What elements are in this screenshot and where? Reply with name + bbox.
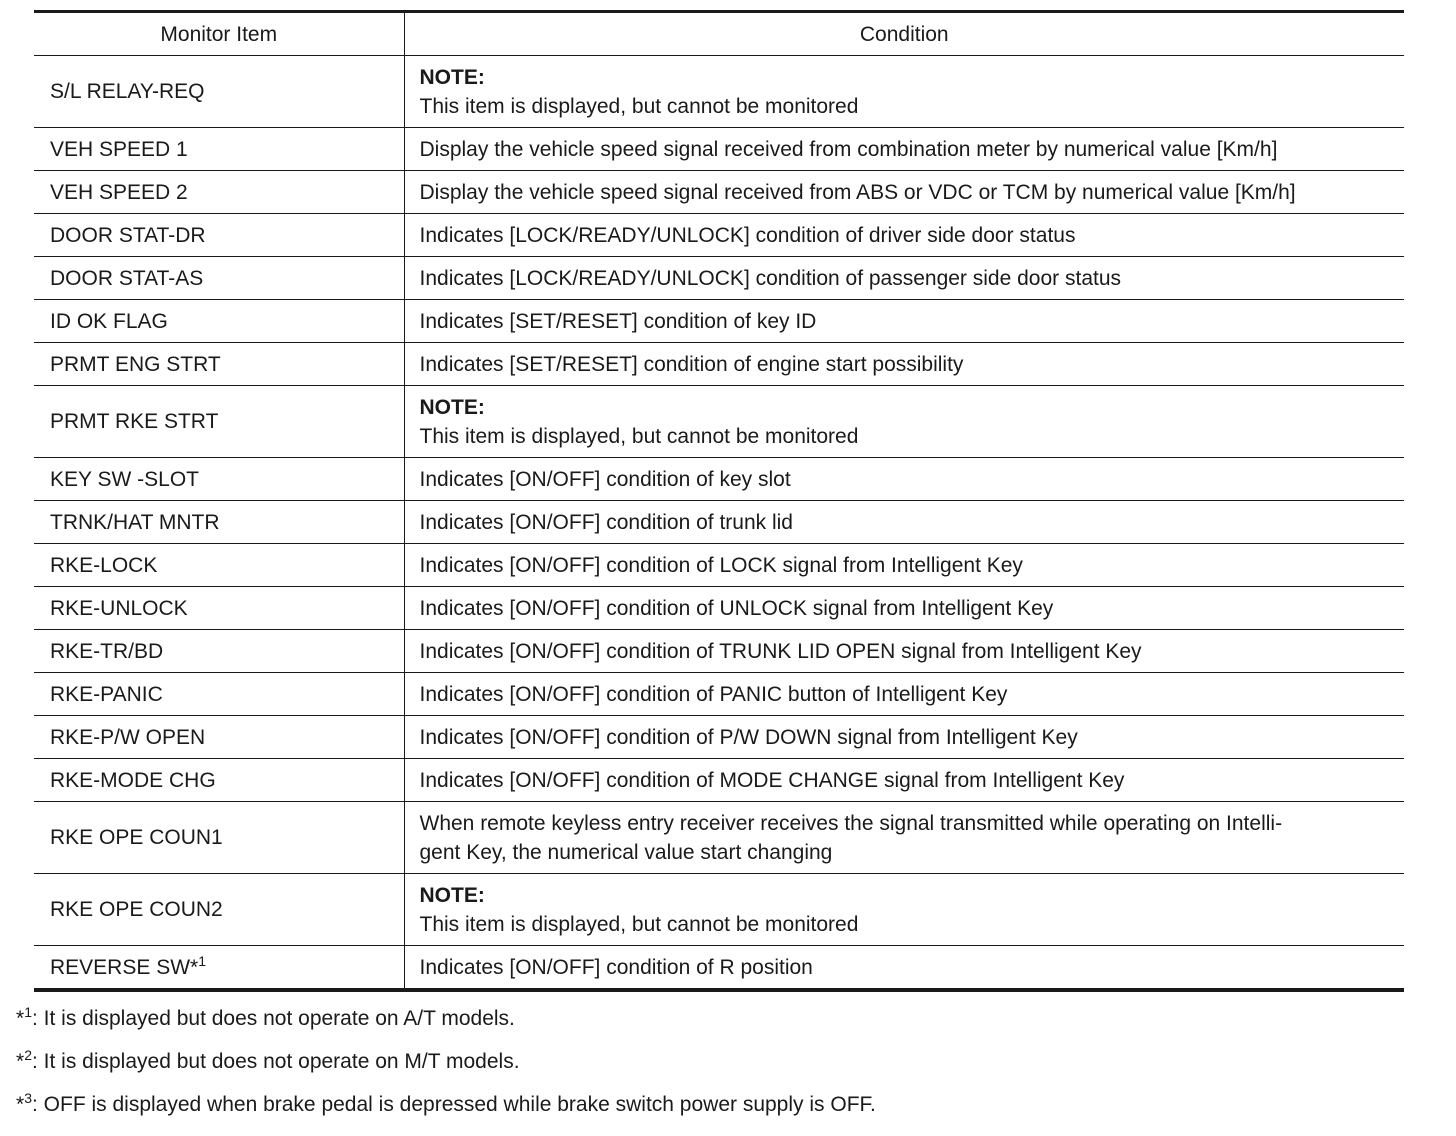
condition-line: When remote keyless entry receiver receives the signal transmitted while operating on Intelli-: [419, 811, 1283, 835]
footnote-3: [16, 1090, 876, 1133]
monitor-item-cell: S/L RELAY-REQ: [34, 56, 404, 128]
table-row: [34, 501, 1404, 544]
footnote-marker: *: [16, 1007, 25, 1030]
monitor-item-cell: RKE OPE COUN1: [34, 802, 404, 874]
table-row: [34, 257, 1404, 300]
table-row: [34, 759, 1404, 802]
condition-cell: Indicates [ON/OFF] condition of PANIC button of Intelligent Key: [404, 673, 1404, 716]
footnote-text: : OFF is displayed when brake pedal is depressed while brake switch power supply is OFF.: [31, 1093, 876, 1116]
table-row: [34, 128, 1404, 171]
table-row: [34, 544, 1404, 587]
table-row: [34, 171, 1404, 214]
footnote-marker: *: [190, 955, 199, 979]
monitor-item-cell: RKE-P/W OPEN: [34, 716, 404, 759]
table-row: [34, 300, 1404, 343]
footnote-text: : It is displayed but does not operate on M/T models.: [31, 1050, 520, 1073]
table-row: [34, 874, 1404, 946]
footnote-number: 1: [24, 1004, 32, 1020]
monitor-item-cell: KEY SW -SLOT: [34, 458, 404, 501]
table-header-row: [34, 12, 1404, 56]
condition-cell: Indicates [ON/OFF] condition of UNLOCK signal from Intelligent Key: [404, 587, 1404, 630]
monitor-item-cell: RKE-MODE CHG: [34, 759, 404, 802]
condition-cell: Display the vehicle speed signal received from combination meter by numerical value [Km/h]: [404, 128, 1404, 171]
footnote-text: : It is displayed but does not operate on A/T models.: [31, 1007, 515, 1030]
monitor-item-cell: ID OK FLAG: [34, 300, 404, 343]
monitor-item-cell: DOOR STAT-AS: [34, 257, 404, 300]
condition-line: gent Key, the numerical value start changing: [419, 840, 833, 864]
table-row: [34, 630, 1404, 673]
note-text: This item is displayed, but cannot be monitored: [419, 912, 859, 936]
condition-cell: Indicates [ON/OFF] condition of R position: [404, 946, 1404, 991]
table-row: [34, 386, 1404, 458]
monitor-item-text: REVERSE SW: [50, 955, 191, 979]
monitor-item-cell: TRNK/HAT MNTR: [34, 501, 404, 544]
monitor-item-cell: [34, 946, 404, 991]
footnote-1: [16, 1004, 876, 1047]
monitor-item-cell: PRMT RKE STRT: [34, 386, 404, 458]
monitor-item-cell: RKE OPE COUN2: [34, 874, 404, 946]
note-label: NOTE:: [419, 883, 485, 907]
monitor-item-cell: VEH SPEED 1: [34, 128, 404, 171]
table-row: [34, 946, 1404, 991]
note-text: This item is displayed, but cannot be monitored: [419, 424, 859, 448]
table-row: [34, 458, 1404, 501]
condition-cell: Display the vehicle speed signal received from ABS or VDC or TCM by numerical value [Km/h]: [404, 171, 1404, 214]
footnote-2: [16, 1047, 876, 1090]
condition-cell: Indicates [SET/RESET] condition of engine start possibility: [404, 343, 1404, 386]
footnote-number: 3: [24, 1090, 32, 1106]
table-row: [34, 56, 1404, 128]
condition-cell: Indicates [ON/OFF] condition of P/W DOWN signal from Intelligent Key: [404, 716, 1404, 759]
note-label: NOTE:: [419, 65, 485, 89]
monitor-item-cell: VEH SPEED 2: [34, 171, 404, 214]
monitor-item-cell: DOOR STAT-DR: [34, 214, 404, 257]
table-row: [34, 214, 1404, 257]
monitor-item-cell: RKE-TR/BD: [34, 630, 404, 673]
condition-cell: [404, 802, 1404, 874]
condition-cell: [404, 874, 1404, 946]
condition-cell: Indicates [ON/OFF] condition of key slot: [404, 458, 1404, 501]
note-text: This item is displayed, but cannot be monitored: [419, 94, 859, 118]
condition-cell: Indicates [ON/OFF] condition of MODE CHANGE signal from Intelligent Key: [404, 759, 1404, 802]
condition-cell: Indicates [SET/RESET] condition of key ID: [404, 300, 1404, 343]
monitor-item-cell: PRMT ENG STRT: [34, 343, 404, 386]
condition-cell: Indicates [LOCK/READY/UNLOCK] condition of passenger side door status: [404, 257, 1404, 300]
table-row: [34, 716, 1404, 759]
table-row: [34, 343, 1404, 386]
table-row: [34, 587, 1404, 630]
header-condition: Condition: [404, 12, 1404, 56]
monitor-item-table-container: [34, 10, 1404, 992]
monitor-item-cell: RKE-UNLOCK: [34, 587, 404, 630]
condition-cell: Indicates [ON/OFF] condition of trunk lid: [404, 501, 1404, 544]
note-label: NOTE:: [419, 395, 485, 419]
monitor-item-cell: RKE-PANIC: [34, 673, 404, 716]
condition-cell: Indicates [ON/OFF] condition of TRUNK LID OPEN signal from Intelligent Key: [404, 630, 1404, 673]
footnotes: [16, 1004, 876, 1133]
condition-cell: [404, 56, 1404, 128]
header-monitor-item: Monitor Item: [34, 12, 404, 56]
condition-cell: Indicates [ON/OFF] condition of LOCK signal from Intelligent Key: [404, 544, 1404, 587]
footnote-marker: *: [16, 1050, 25, 1073]
footnote-marker: *: [16, 1093, 25, 1116]
table-row: [34, 673, 1404, 716]
footnote-number: 2: [24, 1047, 32, 1063]
condition-cell: [404, 386, 1404, 458]
monitor-item-table: [34, 10, 1404, 992]
condition-cell: Indicates [LOCK/READY/UNLOCK] condition of driver side door status: [404, 214, 1404, 257]
table-row: [34, 802, 1404, 874]
footnote-ref: 1: [198, 952, 207, 969]
monitor-item-cell: RKE-LOCK: [34, 544, 404, 587]
